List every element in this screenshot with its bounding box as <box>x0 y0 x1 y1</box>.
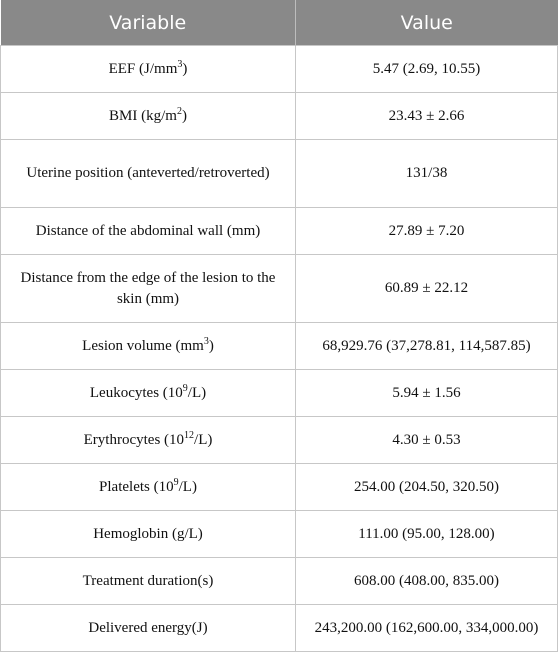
table-header <box>1 0 558 46</box>
variable-cell <box>1 93 296 140</box>
variable-text: Treatment duration(s) <box>82 572 214 589</box>
table-row <box>1 464 558 511</box>
table-row <box>1 511 558 558</box>
table-body <box>1 46 558 652</box>
variable-superscript: 12 <box>184 429 195 441</box>
value-cell: 131/38 <box>296 140 558 208</box>
variable-cell <box>1 370 296 417</box>
variable-text-after: /L) <box>178 478 197 495</box>
variable-text-after: /L) <box>187 384 207 401</box>
value-cell: 608.00 (408.00, 835.00) <box>296 558 558 605</box>
variable-superscript: 2 <box>176 105 182 117</box>
variable-cell <box>1 46 296 93</box>
column-header-value: Value <box>296 0 558 46</box>
variable-superscript: 3 <box>203 335 209 347</box>
variable-cell <box>1 208 296 255</box>
variable-cell <box>1 323 296 370</box>
table-row <box>1 417 558 464</box>
variable-cell <box>1 558 296 605</box>
table-row <box>1 558 558 605</box>
variable-text-after: ) <box>182 60 188 77</box>
variable-text: Distance of the abdominal wall (mm) <box>35 222 261 239</box>
variable-text-after: /L) <box>194 431 213 448</box>
value-cell: 23.43 ± 2.66 <box>296 93 558 140</box>
value-cell: 243,200.00 (162,600.00, 334,000.00) <box>296 605 558 652</box>
value-cell: 5.94 ± 1.56 <box>296 370 558 417</box>
value-cell: 27.89 ± 7.20 <box>296 208 558 255</box>
variable-text: Uterine position (anteverted/retroverted) <box>26 165 270 181</box>
table-row <box>1 93 558 140</box>
variable-text-after: ) <box>181 107 187 124</box>
variable-text: Platelets (10 <box>99 478 174 495</box>
value-cell: 5.47 (2.69, 10.55) <box>296 46 558 93</box>
variable-text: Erythrocytes (10 <box>83 431 185 448</box>
value-cell: 254.00 (204.50, 320.50) <box>296 464 558 511</box>
variable-text: BMI (kg/m <box>109 107 177 124</box>
variable-cell <box>1 464 296 511</box>
variable-text: Delivered energy(J) <box>88 619 208 636</box>
variable-superscript: 9 <box>182 382 188 394</box>
variable-cell <box>1 511 296 558</box>
table-row <box>1 605 558 652</box>
variable-cell <box>1 417 296 464</box>
variable-text: EEF (J/mm <box>108 60 178 77</box>
variable-text-after: ) <box>208 337 214 354</box>
variable-cell <box>1 605 296 652</box>
column-header-variable: Variable <box>1 0 296 46</box>
variable-text: Distance from the edge of the lesion to the skin (mm) <box>20 269 276 307</box>
variable-superscript: 9 <box>173 476 179 488</box>
table-row <box>1 208 558 255</box>
value-cell: 111.00 (95.00, 128.00) <box>296 511 558 558</box>
table-row <box>1 140 558 208</box>
table-row <box>1 46 558 93</box>
value-cell: 68,929.76 (37,278.81, 114,587.85) <box>296 323 558 370</box>
table-row <box>1 370 558 417</box>
variable-text: Lesion volume (mm <box>82 337 204 354</box>
variable-text: Hemoglobin (g/L) <box>93 525 203 542</box>
variable-cell <box>1 140 296 208</box>
variable-text: Leukocytes (10 <box>89 384 183 401</box>
value-cell: 4.30 ± 0.53 <box>296 417 558 464</box>
table-row <box>1 255 558 323</box>
header-row <box>1 0 558 46</box>
table-row <box>1 323 558 370</box>
variable-cell <box>1 255 296 323</box>
variable-superscript: 3 <box>177 58 183 70</box>
value-cell: 60.89 ± 22.12 <box>296 255 558 323</box>
